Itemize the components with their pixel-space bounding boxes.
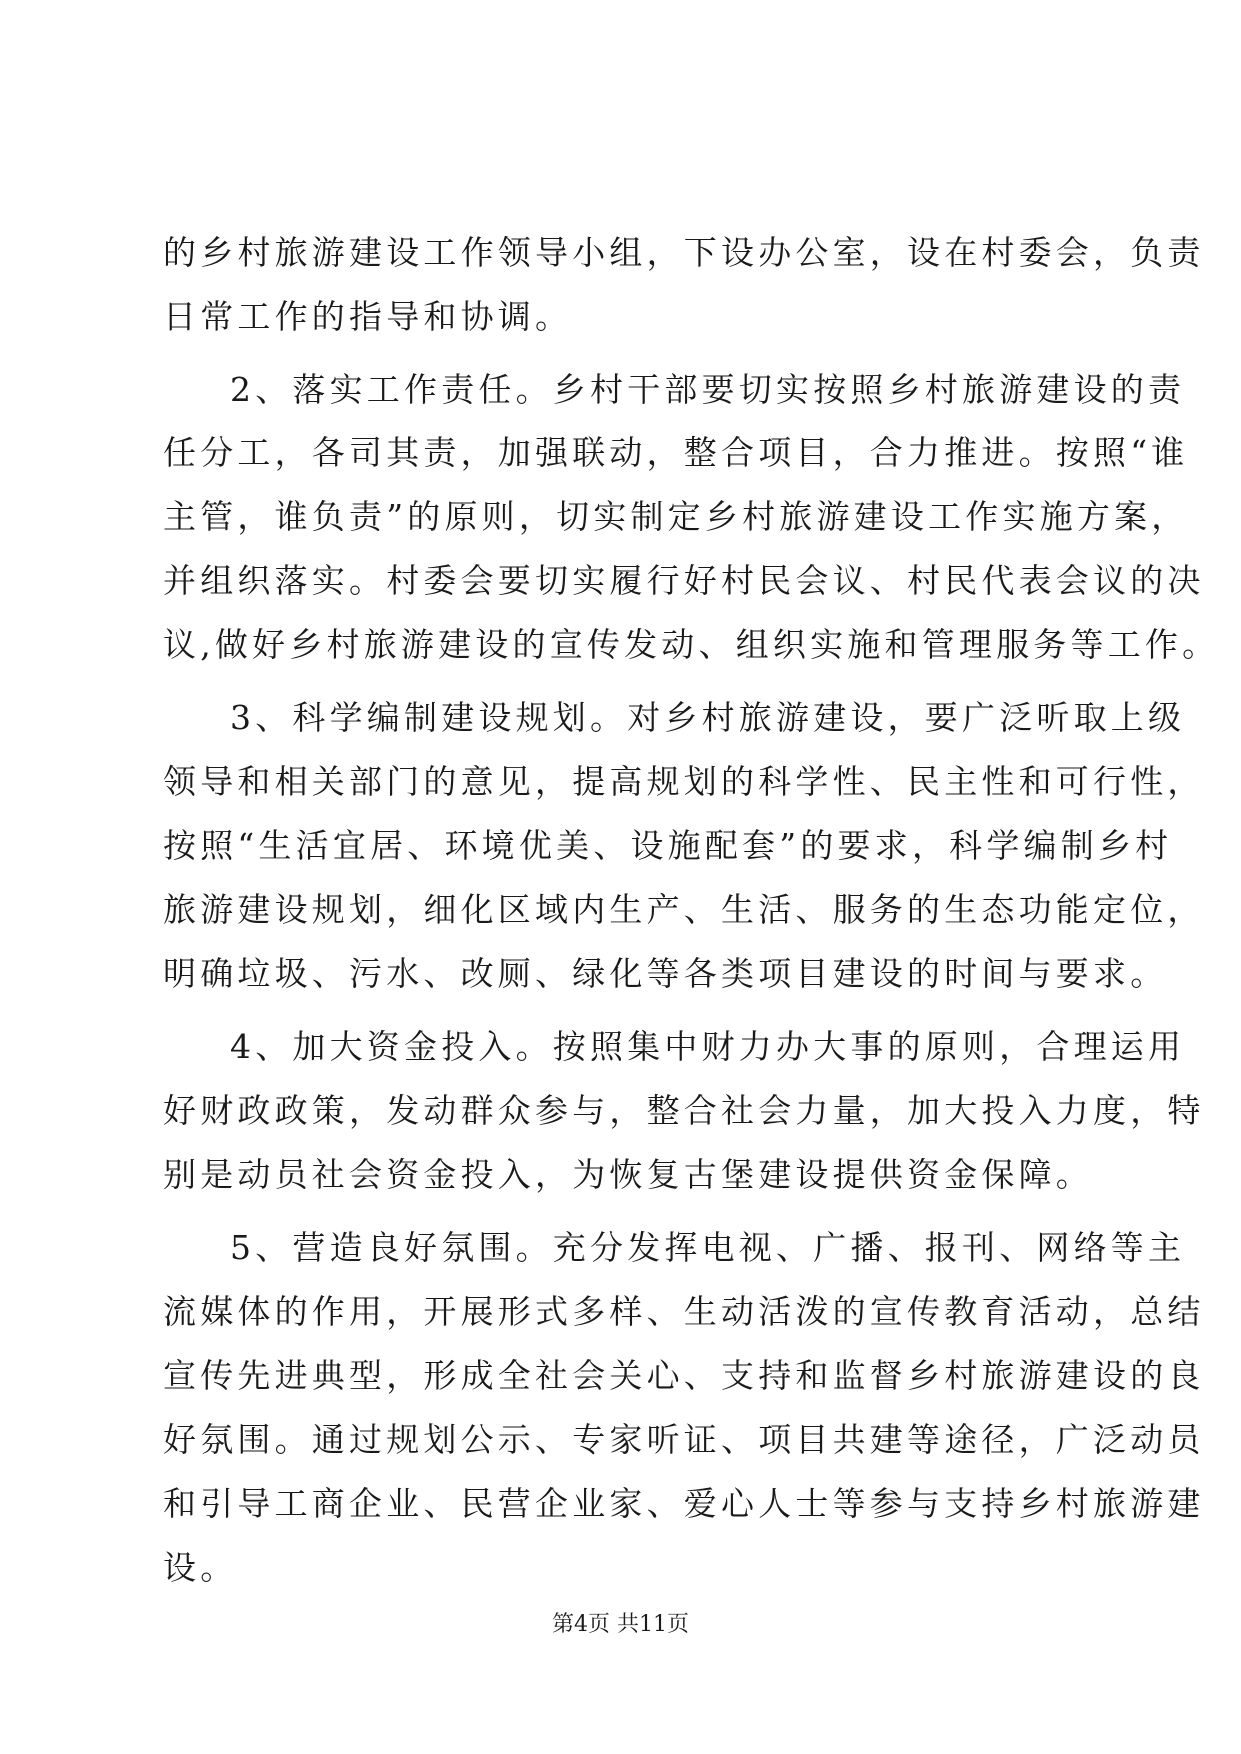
- text-line: 宣传先进典型，形成全社会关心、支持和监督乡村旅游建设的良: [163, 1356, 1205, 1395]
- paragraph-5-first-line: 5、营造良好氛围。充分发挥电视、广播、报刊、网络等主: [230, 1228, 1186, 1267]
- text-line: 任分工，各司其责，加强联动，整合项目，合力推进。按照“谁: [163, 433, 1189, 472]
- text-line: 日常工作的指导和协调。: [163, 297, 573, 336]
- text-line: 好财政政策，发动群众参与，整合社会力量，加大投入力度，特: [163, 1091, 1205, 1130]
- text-line: 流媒体的作用，开展形式多样、生动活泼的宣传教育活动，总结: [163, 1292, 1205, 1331]
- page-number-footer: 第4页 共11页: [552, 1612, 689, 1637]
- text-line: 的乡村旅游建设工作领导小组，下设办公室，设在村委会，负责: [163, 233, 1205, 272]
- text-line: 别是动员社会资金投入，为恢复古堡建设提供资金保障。: [163, 1155, 1093, 1194]
- text-line: 按照“生活宜居、环境优美、设施配套”的要求，科学编制乡村: [163, 826, 1173, 865]
- paragraph-4-first-line: 4、加大资金投入。按照集中财力办大事的原则，合理运用: [230, 1027, 1186, 1066]
- text-line: 主管，谁负责”的原则，切实制定乡村旅游建设工作实施方案，: [163, 497, 1189, 536]
- paragraph-3-first-line: 3、科学编制建设规划。对乡村旅游建设，要广泛听取上级: [230, 698, 1186, 737]
- paragraph-2-first-line: 2、落实工作责任。乡村干部要切实按照乡村旅游建设的责: [230, 370, 1186, 409]
- text-line: 明确垃圾、污水、改厕、绿化等各类项目建设的时间与要求。: [163, 954, 1168, 993]
- text-line: 并组织落实。村委会要切实履行好村民会议、村民代表会议的决: [163, 561, 1205, 600]
- text-line: 旅游建设规划，细化区域内生产、生活、服务的生态功能定位，: [163, 890, 1205, 929]
- text-line: 议,做好乡村旅游建设的宣传发动、组织实施和管理服务等工作。: [163, 625, 1220, 664]
- text-line: 领导和相关部门的意见，提高规划的科学性、民主性和可行性，: [163, 762, 1205, 801]
- text-line: 和引导工商企业、民营企业家、爱心人士等参与支持乡村旅游建: [163, 1484, 1205, 1523]
- text-line: 好氛围。通过规划公示、专家听证、项目共建等途径，广泛动员: [163, 1420, 1205, 1459]
- text-line: 设。: [163, 1548, 238, 1587]
